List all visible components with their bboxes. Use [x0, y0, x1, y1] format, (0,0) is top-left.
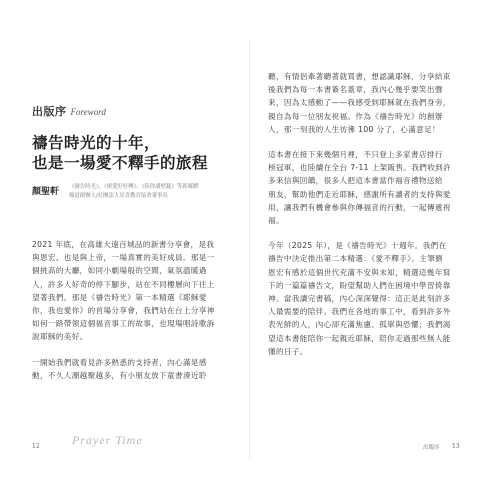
text-line: 望這本書能陪你一起親近耶穌，陪你走過那些無人能 — [268, 333, 451, 343]
text-line: 下的一篇篇禱告文，盼望幫助人們在困境中學習倚靠 — [268, 280, 451, 290]
text-line: 動，不久人潮越聚越多，有小朋友放下童書湊近聆 — [32, 370, 207, 380]
text-line: 人最需要的陪伴。我們在各地的事工中，看到許多外 — [268, 307, 451, 317]
text-line: 福。 — [268, 216, 284, 226]
left-body-text — [32, 238, 242, 394]
heading-line: 也是一場愛不釋手的旅程 — [32, 153, 209, 172]
text-line: 親自為每一位朋友祝福。作為《禱告時光》的創辦 — [268, 111, 443, 121]
text-line: 人，那一刻我的人生彷彿 100 分了，心滿意足！ — [268, 124, 441, 134]
paragraph — [268, 148, 478, 227]
text-line: 朋友，幫助他們走近耶穌，感謝所有讀者的支持與愛 — [268, 189, 451, 199]
text-line: 今年（2025 年），是《禱告時光》十週年。我們在 — [268, 241, 447, 251]
text-line: 神。當我讀完書稿，內心深深覺得：這正是此刻許多 — [268, 294, 451, 304]
section-header — [32, 103, 106, 119]
heading-line: 禱告時光的十年， — [32, 133, 161, 152]
author-name: 顏聖軒 — [32, 187, 60, 197]
author-bio-line: 頻道創辦人/社團法人景喜教育協會董事長 — [69, 193, 168, 199]
paragraph — [268, 70, 478, 136]
paragraph — [32, 356, 242, 382]
chapter-heading — [32, 133, 242, 173]
text-line: 來，因為太感動了——我感受到耶穌就在我們身旁， — [268, 98, 451, 108]
text-line: 一開始我們就看見許多熟悉的支持者，內心滿是感 — [32, 357, 207, 367]
text-line: 如何一路帶領這個福音事工的故事，也現場唱詩歌訴 — [32, 319, 215, 329]
section-title-english: Foreword — [70, 107, 106, 117]
right-page-number: 13 — [452, 443, 460, 450]
text-line: 2021 年底，在高雄大遠百城品的新書分享會，是我 — [32, 240, 215, 249]
text-line: 用，讓我們有機會參與你傳福音的行動，一起傳遞祝 — [268, 202, 451, 212]
text-line: 人，許多人好奇的停下腳步，站在不同樓層向下往上 — [32, 279, 215, 289]
text-line: 恩宏有感於這個世代充滿不安與未知，精選這幾年寫 — [268, 267, 451, 277]
author-bio-line: 《禱告時光》、《療愛好好轉》、《陪你講壁鎚》等新媒體 — [69, 184, 199, 190]
text-line: 聽，有情侶牽著聽著就買書，想認識耶穌，分享結束 — [268, 72, 451, 81]
text-line: 個挑高的大廳，如同小劇場般的空間，氣氛溫暖過 — [32, 266, 207, 276]
text-line: 說耶穌的美好。 — [32, 332, 88, 342]
text-line: 與恩宏、也是與上帝，一場真實的美好成員。那是一 — [32, 253, 215, 263]
author-block — [32, 183, 244, 201]
text-line: 後我們為每一本書簽名蓋章，我內心幾乎要笑出聲 — [268, 85, 443, 95]
author-bio — [69, 183, 198, 201]
text-line: 這本書在接下來幾個月裡，不只登上多家書店排行 — [268, 150, 443, 160]
text-line: 懂的日子。 — [268, 346, 308, 356]
left-page-number: 12 — [32, 443, 40, 450]
text-line: 表光鮮的人，內心卻充滿焦慮、孤單與恐懼；我們渴 — [268, 320, 451, 330]
signature-watermark: Prayer Time — [72, 433, 143, 447]
section-title-chinese: 出版序 — [32, 105, 67, 118]
text-line: 禱告中決定推出第二本精選：《愛不釋手》。主筆劉 — [268, 254, 444, 264]
right-body-text — [268, 70, 478, 370]
text-line: 望著我們。那是《禱告時光》第一本精選《耶穌愛 — [32, 292, 207, 302]
paragraph — [32, 238, 242, 344]
text-line: 你，我也愛你》的首場分享會，我們站在台上分享神 — [32, 306, 215, 316]
running-head: 出版序 — [423, 445, 440, 451]
text-line: 多來信與回饋，很多人把這本書當作福音禮物送給 — [268, 176, 443, 186]
page-gutter — [249, 40, 250, 460]
text-line: 榜冠軍，也陸續在全台 7-11 上架販售。我們收到許 — [268, 163, 452, 173]
paragraph — [268, 239, 478, 358]
